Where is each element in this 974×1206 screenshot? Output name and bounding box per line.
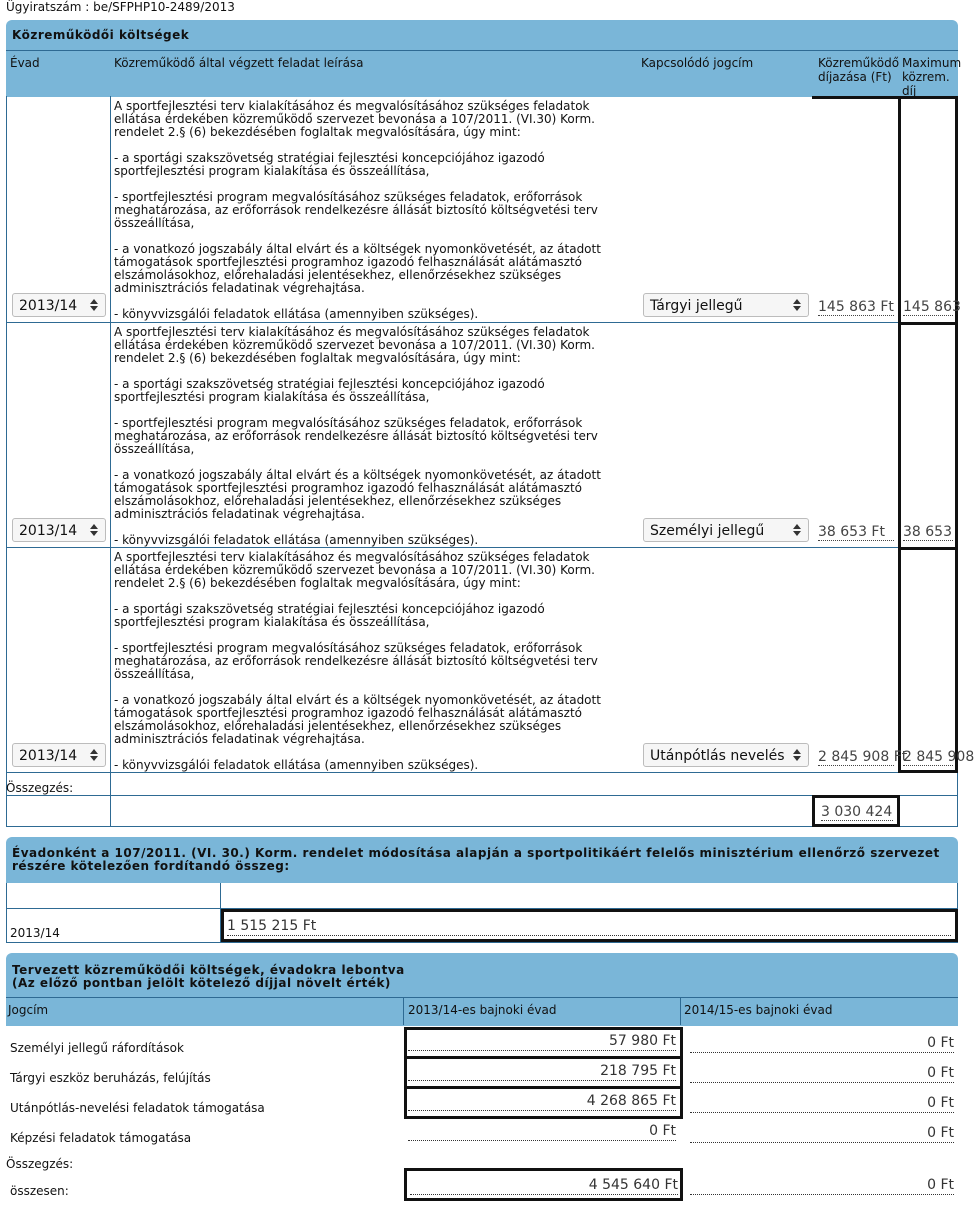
planned-field-b1[interactable]: 0 Ft (690, 1035, 954, 1053)
task-description-3: A sportfejlesztési terv kialakításához és megvalósításához szükséges feladatok ellátása érdekében közreműködő szervezet bevonása a 107/2011. (VI.30) Korm. rendelet 2.§ (6) bekezdésében foglaltak megvalósítására, úgy mint: - a sportági szakszövetség stratégiai fejlesztési koncepciójához igazodó sportfejlesztési program kialakítása és összeállítása, - sportfejlesztési program megvalósításához szükséges feladatok, erőforrások meghatározása, az erőforrások rendelkezésre állását biztosító költségvetési terv összeállítása, - a vonatkozó jogszabály által elvárt és a költségek nyomonkövetését, az átadott támogatások sportfejlesztési programhoz igazodó felhasználását alátámasztó elszámolásokhoz, előrehaladási jelentésekhez, ellenőrzésekhez szükséges adminisztrációs feladatinak végrehajtása. - könyvvizsgálói feladatok ellátása (amennyiben szükséges). (114, 550, 601, 772)
costs-total-box (812, 795, 900, 827)
costs-table-header (6, 50, 962, 98)
max-fee-field-1: 145 863 (903, 299, 961, 315)
col-max-fee: Maximum közrem. díj (902, 56, 962, 98)
select-arrows-icon (90, 299, 99, 311)
season-select-2[interactable]: 2013/14 (12, 518, 106, 542)
planned-total-label: összesen: (10, 1184, 69, 1198)
planned-field-a2[interactable]: 218 795 Ft (408, 1063, 676, 1081)
max-fee-field-3: 2 845 908 (903, 749, 974, 765)
fee-field-2[interactable]: 38 653 Ft (818, 524, 894, 541)
planned-row-label-2: Tárgyi eszköz beruházás, felújítás (10, 1071, 211, 1085)
planned-row-label-4: Képzési feladatok támogatása (10, 1131, 192, 1145)
max-fee-column-frame (898, 96, 974, 773)
col-season: Évad (10, 56, 40, 70)
mandatory-amount[interactable]: 1 515 215 Ft (227, 918, 951, 936)
fee-field-1[interactable]: 145 863 Ft (818, 299, 894, 315)
planned-section-title: Tervezett közreműködői költségek, évadokra lebontva (12, 963, 405, 977)
select-arrows-icon (793, 299, 802, 311)
task-description-1: A sportfejlesztési terv kialakításához és megvalósításához szükséges feladatok ellátása érdekében közreműködő szervezet bevonása a 107/2011. (VI.30) Korm. rendelet 2.§ (6) bekezdésében foglaltak megvalósítására, úgy mint: - a sportági szakszövetség stratégiai fejlesztési koncepciójához igazodó sportfejlesztési program kialakítása és összeállítása, - sportfejlesztési program megvalósításához szükséges feladatok, erőforrások meghatározása, az erőforrások rendelkezésre állását biztosító költségvetési terv összeállítása, - a vonatkozó jogszabály által elvárt és a költségek nyomonkövetését, az átadott támogatások sportfejlesztési programhoz igazodó felhasználását alátámasztó elszámolásokhoz, előrehaladási jelentésekhez, ellenőrzésekhez szükséges adminisztrációs feladatinak végrehajtása. - könyvvizsgálói feladatok ellátása (amennyiben szükséges). (114, 99, 601, 321)
planned-summary-label: Összegzés: (6, 1157, 74, 1171)
col-season-2013: 2013/14-es bajnoki évad (408, 1003, 557, 1017)
costs-summary-label: Összegzés: (6, 781, 74, 795)
planned-section-subtitle: (Az előző pontban jelölt kötelező díjjal növelt érték) (12, 976, 391, 990)
col-legal-title: Kapcsolódó jogcím (641, 56, 754, 70)
planned-row-label-1: Személyi jellegű ráfordítások (10, 1041, 184, 1055)
task-description-2: A sportfejlesztési terv kialakításához és megvalósításához szükséges feladatok ellátása érdekében közreműködő szervezet bevonása a 107/2011. (VI.30) Korm. rendelet 2.§ (6) bekezdésében foglaltak megvalósítására, úgy mint: - a sportági szakszövetség stratégiai fejlesztési koncepciójához igazodó sportfejlesztési program kialakítása és összeállítása, - sportfejlesztési program megvalósításához szükséges feladatok, erőforrások meghatározása, az erőforrások rendelkezésre állását biztosító költségvetési terv összeállítása, - a vonatkozó jogszabály által elvárt és a költségek nyomonkövetését, az átadott támogatások sportfejlesztési programhoz igazodó felhasználását alátámasztó elszámolásokhoz, előrehaladási jelentésekhez, ellenőrzésekhez szükséges adminisztrációs feladatinak végrehajtása. - könyvvizsgálói feladatok ellátása (amennyiben szükséges). (114, 325, 601, 547)
planned-total-a: 4 545 640 Ft (410, 1177, 678, 1195)
mandatory-season: 2013/14 (10, 926, 60, 940)
mandatory-section-header (6, 837, 958, 883)
col-season-2014: 2014/15-es bajnoki évad (684, 1003, 833, 1017)
category-select-2[interactable]: Személyi jellegű (643, 518, 809, 542)
planned-field-a3[interactable]: 4 268 865 Ft (408, 1093, 676, 1111)
category-select-1[interactable]: Tárgyi jellegű (643, 293, 809, 317)
planned-section-header (6, 953, 958, 997)
planned-table-header (6, 997, 958, 1026)
costs-section-header (6, 20, 958, 50)
col-fee: Közreműködő díjazása (Ft) (818, 56, 900, 84)
planned-row-label-3: Utánpótlás-nevelési feladatok támogatása (10, 1101, 265, 1115)
season-select-3[interactable]: 2013/14 (12, 743, 106, 767)
planned-field-a4[interactable]: 0 Ft (408, 1123, 676, 1141)
mandatory-amount-box (221, 909, 958, 942)
select-arrows-icon (90, 749, 99, 761)
fee-field-3[interactable]: 2 845 908 Ft (818, 749, 908, 765)
category-select-3[interactable]: Utánpótlás nevelés (643, 743, 809, 767)
select-arrows-icon (793, 524, 802, 536)
max-fee-field-2: 38 653 (903, 524, 952, 540)
select-arrows-icon (793, 749, 802, 761)
planned-field-b2[interactable]: 0 Ft (690, 1065, 954, 1083)
col-description: Közreműködő által végzett feladat leírása (114, 56, 364, 70)
costs-section-title: Közreműködői költségek (12, 28, 190, 42)
col-jogcim: Jogcím (8, 1003, 49, 1017)
planned-field-b4[interactable]: 0 Ft (690, 1125, 954, 1143)
mandatory-section-title: Évadonként a 107/2011. (VI. 30.) Korm. rendelet módosítása alapján a sportpolitikáért felelős minisztérium ellenőrző szervezet részére kötelezően fordítandó összeg: (12, 846, 940, 873)
case-number: Ügyiratszám : be/SFPHP10-2489/2013 (6, 0, 235, 14)
planned-total-frame (404, 1168, 683, 1201)
costs-total-value: 3 030 424 (821, 804, 893, 820)
planned-field-b3[interactable]: 0 Ft (690, 1095, 954, 1113)
planned-field-a1[interactable]: 57 980 Ft (408, 1033, 676, 1051)
planned-total-b: 0 Ft (690, 1177, 954, 1195)
select-arrows-icon (90, 524, 99, 536)
season-select-1[interactable]: 2013/14 (12, 293, 106, 317)
